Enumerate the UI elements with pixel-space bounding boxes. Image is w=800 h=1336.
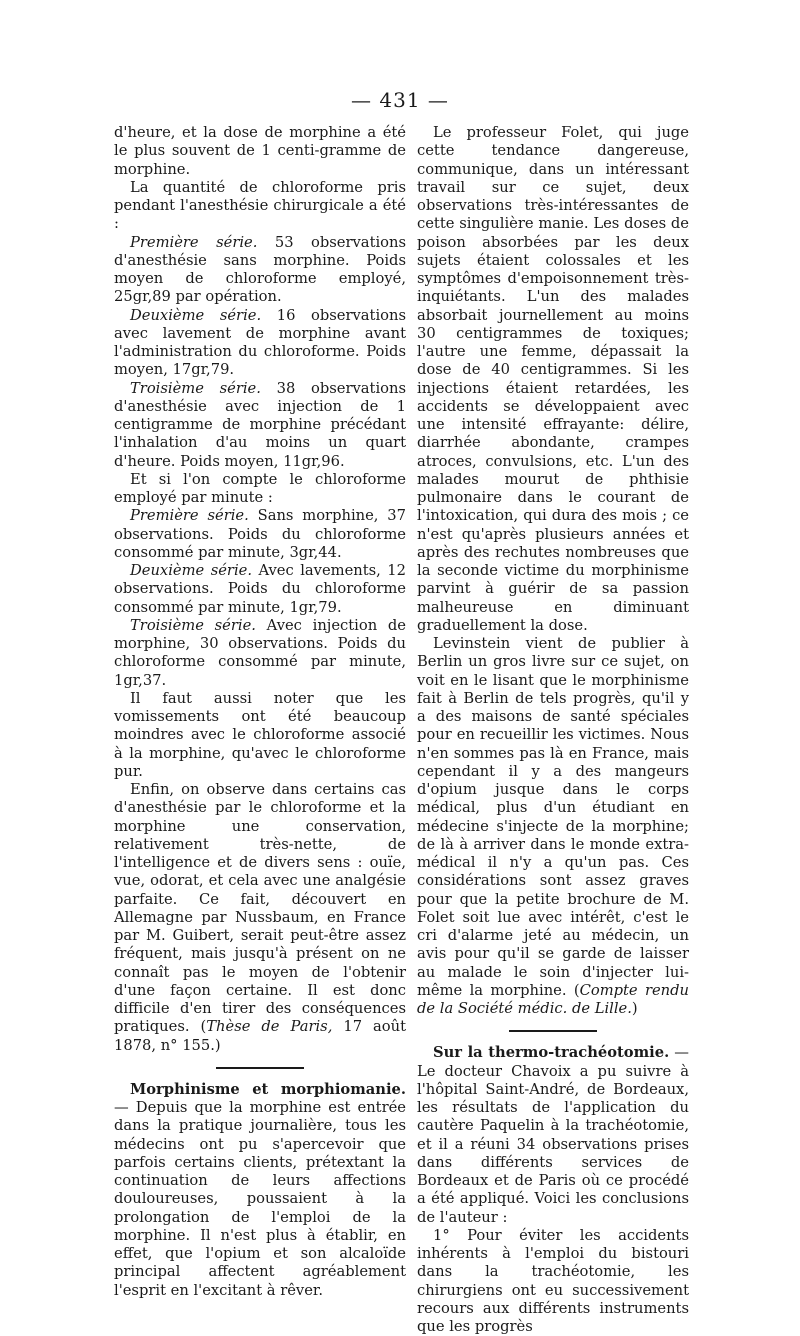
paragraph: d'heure, et la dose de morphine a été le plus souvent de 1 centi-gramme de morphine.: [114, 124, 406, 178]
paragraph-text: 38 observations d'anesthésie avec injection de 1 centigramme de morphine précédant l'inhalation d'au moins un quart d'heure. Poids moyen, 11gr,96.: [114, 379, 406, 470]
section-heading: Sur la thermo-trachéotomie.: [433, 1044, 670, 1062]
paragraph: 1° Pour éviter les accidents inhérents à l'emploi du bistouri dans la trachéotomie, les chirurgiens ont eu successivement recours aux différents instruments que les progrès: [417, 1226, 689, 1335]
paragraph-text: — Depuis que la morphine est entrée dans la pratique journalière, tous les médecins ont pu s'apercevoir que parfois certains clients, prétextant la continuation de leurs affections douloureuses, poussaient à la prolongation de l'emploi de la morphine. Il n'est plus à établir, en effet, que l'opium et son alcaloïde principal affectent agréablement l'esprit en l'excitant à rêver.: [114, 1099, 406, 1299]
paragraph-text: ): [631, 1000, 638, 1017]
paragraph-text: 16 observations avec lavement de morphine avant l'administration du chloroforme. Poids moyen, 17gr,79.: [114, 306, 406, 379]
series-label: Première série.: [130, 233, 258, 251]
paragraph-text: Sans morphine, 37 observations. Poids du chloroforme consommé par minute, 3gr,44.: [114, 507, 406, 561]
paragraph: [417, 635, 689, 1018]
paragraph-text: Enfin, on observe dans certains cas d'anesthésie par le chloroforme et la morphine une conservation, relativement très-nette, de l'intelligence et de divers sens : ouïe, vue, odorat, et cela avec une analgésie parfaite. Ce fait, découvert en Allemagne par Nussbaum, en France par M. Guibert, serait peut-être assez fréquent, mais jusqu'à présent on ne connaît pas le moyen de l'obtenir d'une façon certaine. Il est donc difficile d'en tirer des conséquences pratiques. (: [114, 781, 406, 1036]
paragraph: Il faut aussi noter que les vomissements ont été beaucoup moindres avec le chloroforme associé à la morphine, qu'avec le chloroforme pur.: [114, 689, 406, 780]
series-label: Troisième série.: [130, 379, 261, 397]
paragraph: [417, 1044, 689, 1227]
series-label: Deuxième série.: [130, 306, 262, 324]
series-label: Troisième série.: [130, 616, 256, 634]
paragraph-text: Avec injection de morphine, 30 observations. Poids du chloroforme consommé par minute, 1gr,37.: [114, 616, 406, 689]
paragraph: [114, 781, 406, 1055]
page-number: — 431 —: [351, 88, 449, 112]
paragraph: [114, 562, 406, 617]
paragraph: Le professeur Folet, qui juge cette tendance dangereuse, communique, dans un intéressant travail sur ce sujet, deux observations très-intéressantes de cette singulière manie. Les doses de poison absorbées par les deux sujets étaient colossales et les symptômes d'empoisonnement très-inquiétants. L'un des malades absorbait journellement au moins 30 centigrammes de toxiques; l'autre une femme, dépassait la dose de 40 centigrammes. Si les injections étaient retardées, les accidents se développaient avec une intensité effrayante: délire, diarrhée abondante, crampes atroces, convulsions, etc. L'un des malades mourut de phthisie pulmonaire dans le courant de l'intoxication, qui dura des mois ; ce n'est qu'après plusieurs années et après des rechutes nombreuses que la seconde victime du morphinisme parvint à guérir de sa passion malheureuse en diminuant graduellement la dose.: [417, 124, 689, 634]
section-divider: [216, 1067, 304, 1069]
paragraph-text: — Le docteur Chavoix a pu suivre à l'hôpital Saint-André, de Bordeaux, les résultats de l'application du cautère Paquelin à la trachéotomie, et il a réuni 34 observations prises dans différents services de Bordeaux et de Paris où ce procédé a été appliqué. Voici les conclusions de l'auteur :: [417, 1044, 689, 1226]
paragraph: [114, 617, 406, 690]
right-column: [417, 124, 689, 1336]
paragraph: [114, 507, 406, 562]
paragraph-text: 53 observations d'anesthésie sans morphine. Poids moyen de chloroforme employé, 25gr,89 par opération.: [114, 233, 407, 306]
section-divider: [509, 1030, 597, 1032]
paragraph: [114, 380, 406, 471]
series-label: Deuxième série.: [130, 562, 253, 579]
series-label: Première série.: [130, 507, 249, 525]
paragraph: Et si l'on compte le chloroforme employé par minute :: [114, 470, 406, 506]
paragraph-text: Levinstein vient de publier à Berlin un gros livre sur ce sujet, on voit en le lisant que le morphinisme fait à Berlin de tels progrès, qu'il y a des maisons de santé spéciales pour en recueillir les victimes. Nous n'en sommes pas là en France, mais cependant il y a des mangeurs d'opium jusque dans le corps médical, plus d'un étudiant en médecine s'injecte de la morphine; de là à arriver dans le monde extra-médical il n'y a qu'un pas. Ces considérations sont assez graves pour que la petite brochure de M. Folet soit lue avec intérêt, c'est le cri d'alarme jeté au médecin, un avis pour qu'il se garde de laisser au malade le soin d'injecter lui-même la morphine. (: [417, 635, 689, 999]
paragraph-text: 17 août 1878, n° 155.): [114, 1018, 406, 1054]
paragraph: La quantité de chloroforme pris pendant l'anesthésie chirurgicale a été :: [114, 178, 406, 233]
left-column: [114, 124, 406, 1300]
citation: Compte rendu de la Société médic. de Lille.: [417, 981, 689, 1017]
paragraph-text: Avec lavements, 12 observations. Poids du chloroforme consommé par minute, 1gr,79.: [114, 562, 406, 616]
paragraph: [114, 1081, 406, 1300]
section-heading: Morphinisme et morphiomanie.: [130, 1080, 406, 1098]
paragraph: [114, 234, 406, 307]
paragraph: [114, 307, 406, 380]
citation: Thèse de Paris,: [206, 1018, 333, 1036]
